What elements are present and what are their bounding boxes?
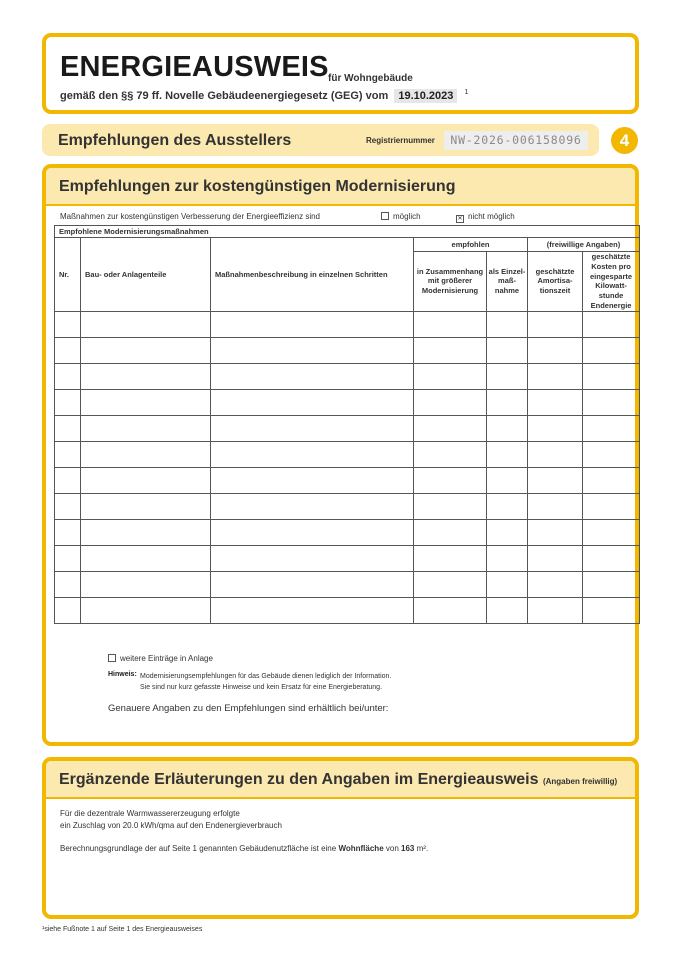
hint-text <box>140 671 391 693</box>
table-cell[interactable] <box>487 311 528 337</box>
law-reference-text: gemäß den §§ 79 ff. Novelle Gebäudeenergiegesetz (GEG) vom <box>60 90 389 102</box>
checkbox-possible[interactable] <box>381 212 389 220</box>
document-title: ENERGIEAUSWEIS <box>60 51 329 83</box>
table-cell[interactable] <box>487 363 528 389</box>
table-cell[interactable] <box>414 493 487 519</box>
table-cell[interactable] <box>414 441 487 467</box>
table-cell[interactable] <box>55 337 81 363</box>
table-row <box>55 441 640 467</box>
table-cell[interactable] <box>487 571 528 597</box>
table-cell[interactable] <box>55 311 81 337</box>
supplementary-line-1: Für die dezentrale Warmwassererzeugung erfolgte <box>60 809 240 818</box>
option-possible[interactable] <box>381 212 421 221</box>
table-row <box>55 597 640 623</box>
table-cell[interactable] <box>583 441 640 467</box>
table-row <box>55 519 640 545</box>
table-cell[interactable] <box>55 389 81 415</box>
table-cell[interactable] <box>583 545 640 571</box>
table-cell[interactable] <box>211 337 414 363</box>
table-cell[interactable] <box>414 571 487 597</box>
supplementary-line-2: ein Zuschlag von 20.0 kWh/qma auf den Endenergieverbrauch <box>60 821 282 830</box>
table-cell[interactable] <box>55 493 81 519</box>
table-cell[interactable] <box>211 363 414 389</box>
table-cell[interactable] <box>211 311 414 337</box>
table-cell[interactable] <box>583 363 640 389</box>
table-cell[interactable] <box>414 337 487 363</box>
table-cell[interactable] <box>55 363 81 389</box>
recommendations-box <box>42 164 639 746</box>
table-cell[interactable] <box>55 519 81 545</box>
table-cell[interactable] <box>583 571 640 597</box>
table-row <box>55 545 640 571</box>
table-cell[interactable] <box>81 389 211 415</box>
table-cell[interactable] <box>583 597 640 623</box>
table-cell[interactable] <box>55 467 81 493</box>
table-row <box>55 493 640 519</box>
document-subtitle: für Wohngebäude <box>328 73 413 84</box>
table-cell[interactable] <box>487 389 528 415</box>
supplementary-title-wrap <box>59 771 617 789</box>
more-entries-label: weitere Einträge in Anlage <box>120 654 213 663</box>
table-cell[interactable] <box>414 519 487 545</box>
option-possible-label: möglich <box>393 212 421 221</box>
section-title: Empfehlungen des Ausstellers <box>58 132 292 149</box>
section-bar <box>42 124 599 156</box>
table-cell[interactable] <box>528 441 583 467</box>
table-cell[interactable] <box>528 363 583 389</box>
table-cell[interactable] <box>81 415 211 441</box>
table-cell[interactable] <box>211 571 414 597</box>
table-cell[interactable] <box>583 519 640 545</box>
table-row <box>55 363 640 389</box>
table-row <box>55 415 640 441</box>
column-group-recommended: empfohlen <box>414 238 528 252</box>
supplementary-title-note: (Angaben freiwillig) <box>542 777 618 786</box>
measures-question: Maßnahmen zur kostengünstigen Verbesserung der Energieeffizienz sind <box>60 212 321 221</box>
table-cell[interactable] <box>81 493 211 519</box>
option-not-possible-label: nicht möglich <box>468 212 515 221</box>
recommendations-header <box>46 168 635 206</box>
table-cell[interactable] <box>81 311 211 337</box>
table-cell[interactable] <box>528 571 583 597</box>
table-cell[interactable] <box>528 389 583 415</box>
hint-label: Hinweis: <box>108 671 137 678</box>
table-cell[interactable] <box>528 519 583 545</box>
table-cell[interactable] <box>211 545 414 571</box>
supplementary-line-3 <box>60 844 428 853</box>
measure-rows <box>55 311 640 623</box>
table-cell[interactable] <box>487 415 528 441</box>
table-cell[interactable] <box>583 311 640 337</box>
table-cell[interactable] <box>414 363 487 389</box>
column-header-description: Maßnahmenbeschreibung in einzelnen Schritten <box>211 238 414 312</box>
table-cell[interactable] <box>55 571 81 597</box>
table-cell[interactable] <box>81 441 211 467</box>
column-header-component: Bau- oder Anlagenteile <box>81 238 211 312</box>
table-cell[interactable] <box>487 467 528 493</box>
recommendations-title: Empfehlungen zur kostengünstigen Modernisierung <box>59 178 456 195</box>
table-cell[interactable] <box>55 415 81 441</box>
table-cell[interactable] <box>528 467 583 493</box>
table-cell[interactable] <box>583 467 640 493</box>
table-cell[interactable] <box>583 389 640 415</box>
column-header-combined: in Zusammenhang mit größerer Modernisierung <box>414 252 487 312</box>
table-cell[interactable] <box>55 441 81 467</box>
table-cell[interactable] <box>487 337 528 363</box>
measures-table <box>54 225 640 624</box>
supplementary-title: Ergänzende Erläuterungen zu den Angaben im Energieausweis <box>59 771 539 788</box>
table-cell[interactable] <box>414 467 487 493</box>
living-area-prefix: Berechnungsgrundlage der auf Seite 1 genannten Gebäudenutzfläche ist eine <box>60 844 337 853</box>
registration-label: Registriernummer <box>366 136 435 145</box>
table-cell[interactable] <box>487 545 528 571</box>
checkbox-more-entries[interactable] <box>108 654 116 662</box>
table-row <box>55 467 640 493</box>
supplementary-header <box>46 761 635 799</box>
table-cell[interactable] <box>583 493 640 519</box>
table-cell[interactable] <box>81 337 211 363</box>
table-row <box>55 311 640 337</box>
table-cell[interactable] <box>528 311 583 337</box>
table-cell[interactable] <box>414 389 487 415</box>
table-cell[interactable] <box>211 415 414 441</box>
table-cell[interactable] <box>528 597 583 623</box>
table-cell[interactable] <box>487 519 528 545</box>
table-cell[interactable] <box>487 597 528 623</box>
document-header <box>42 33 639 114</box>
more-entries-option[interactable] <box>108 654 213 663</box>
table-cell[interactable] <box>211 467 414 493</box>
table-cell[interactable] <box>211 597 414 623</box>
table-cell[interactable] <box>211 493 414 519</box>
table-cell[interactable] <box>211 519 414 545</box>
table-row <box>55 337 640 363</box>
table-cell[interactable] <box>528 545 583 571</box>
table-cell[interactable] <box>81 571 211 597</box>
table-cell[interactable] <box>81 597 211 623</box>
column-header-nr: Nr. <box>55 238 81 312</box>
living-area-label: Wohnfläche <box>338 844 384 853</box>
column-group-optional: (freiwillige Angaben) <box>528 238 640 252</box>
table-cell[interactable] <box>487 441 528 467</box>
table-cell[interactable] <box>211 441 414 467</box>
table-cell[interactable] <box>414 415 487 441</box>
page-number-badge: 4 <box>611 127 638 154</box>
column-header-single: als Einzel-maß-nahme <box>487 252 528 312</box>
table-cell[interactable] <box>55 545 81 571</box>
table-cell[interactable] <box>583 415 640 441</box>
table-cell[interactable] <box>414 545 487 571</box>
living-area-mid: von <box>385 844 399 853</box>
table-cell[interactable] <box>528 415 583 441</box>
column-header-amortization: geschätzte Amortisa-tionszeit <box>528 252 583 312</box>
table-cell[interactable] <box>211 389 414 415</box>
registration-number-field: NW-2026-006158096 <box>444 131 588 150</box>
table-cell[interactable] <box>414 597 487 623</box>
footnote: ¹siehe Fußnote 1 auf Seite 1 des Energieausweises <box>42 926 203 933</box>
table-cell[interactable] <box>487 493 528 519</box>
table-row <box>55 389 640 415</box>
measures-row <box>54 210 635 224</box>
supplementary-box <box>42 757 639 919</box>
table-cell[interactable] <box>414 311 487 337</box>
table-cell[interactable] <box>528 337 583 363</box>
law-reference <box>60 89 468 103</box>
hint-line-2: Sie sind nur kurz gefasste Hinweise und kein Ersatz für eine Energieberatung. <box>140 684 383 691</box>
table-cell[interactable] <box>583 337 640 363</box>
details-text: Genauere Angaben zu den Empfehlungen sind erhältlich bei/unter: <box>108 703 389 714</box>
recommended-measures-label: Empfohlene Modernisierungsmaßnahmen <box>55 226 640 238</box>
table-cell[interactable] <box>81 545 211 571</box>
table-cell[interactable] <box>81 519 211 545</box>
table-row <box>55 571 640 597</box>
option-not-possible[interactable] <box>456 212 515 223</box>
table-cell[interactable] <box>528 493 583 519</box>
law-date: 19.10.2023 <box>394 89 457 103</box>
table-cell[interactable] <box>81 467 211 493</box>
checkbox-not-possible[interactable]: ✕ <box>457 216 463 222</box>
footnote-mark: 1 <box>464 89 469 97</box>
column-header-savings: geschätzte Kosten pro eingesparte Kilowatt-stunde Endenergie <box>583 252 640 312</box>
living-area-unit: m². <box>416 844 429 853</box>
table-cell[interactable] <box>81 363 211 389</box>
living-area-value: 163 <box>401 844 415 853</box>
table-cell[interactable] <box>55 597 81 623</box>
hint-line-1: Modernisierungsempfehlungen für das Gebäude dienen lediglich der Information. <box>140 673 392 680</box>
